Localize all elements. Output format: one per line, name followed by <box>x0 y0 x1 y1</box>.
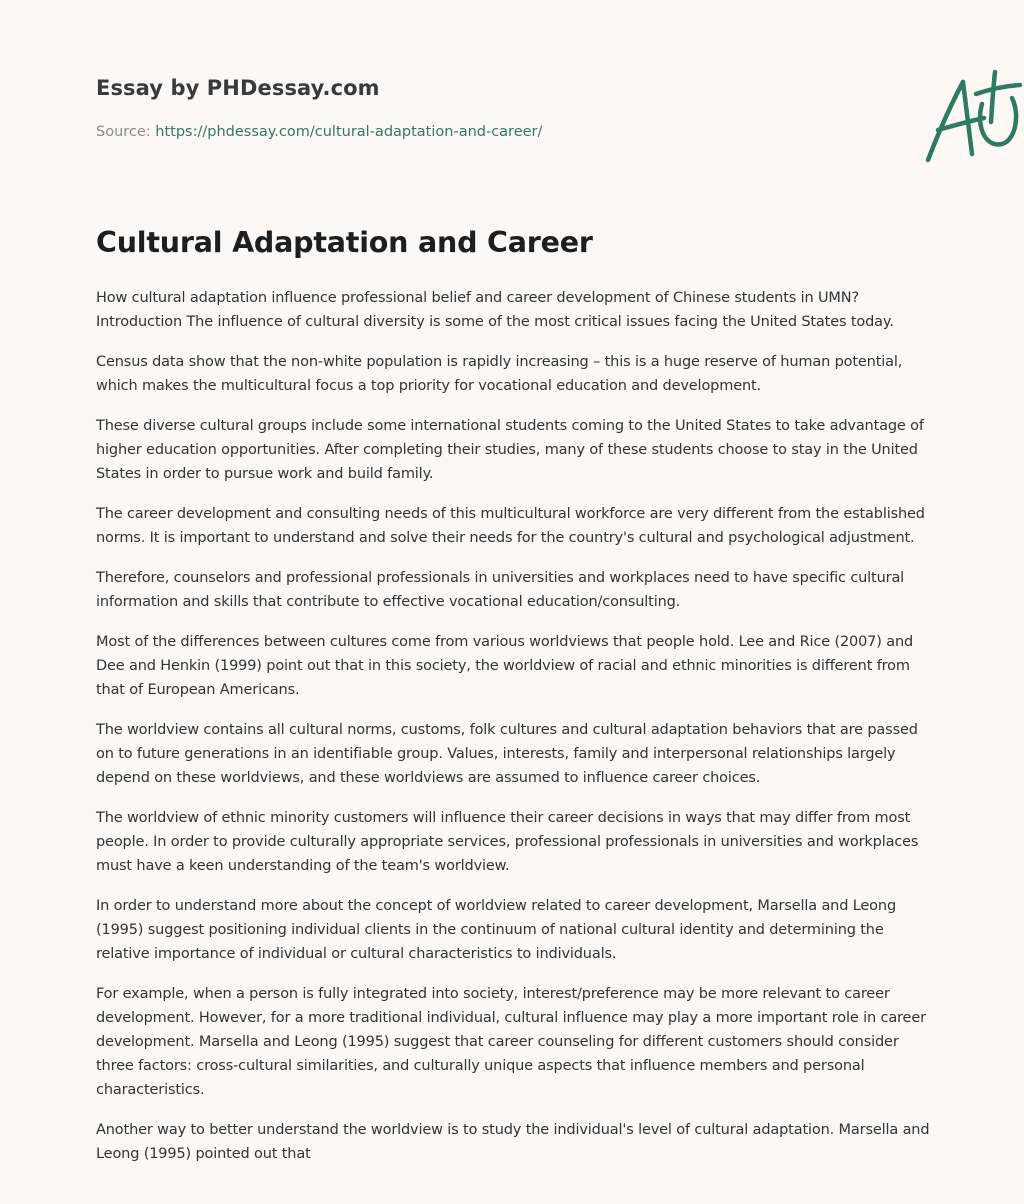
essay-paragraph: Therefore, counselors and professional professionals in universities and workplaces need to have specific cultural information and skills that contribute to effective vocational education/consulting. <box>96 570 905 610</box>
source-label: Source: <box>96 124 156 140</box>
essay-body <box>96 286 936 1182</box>
source-link[interactable]: https://phdessay.com/cultural-adaptation-and-career/ <box>155 124 543 140</box>
site-title: Essay by PHDessay.com <box>96 76 380 100</box>
essay-paragraph: Another way to better understand the worldview is to study the individual's level of cultural adaptation. Marsella and Leong (1995) pointed out that <box>96 1122 930 1162</box>
essay-title: Cultural Adaptation and Career <box>96 226 593 259</box>
essay-paragraph: In order to understand more about the concept of worldview related to career development, Marsella and Leong (1995) suggest positioning individual clients in the continuum of national cultural identity and determining the relative importance of individual or cultural characteristics to individuals. <box>96 898 896 962</box>
essay-paragraph: These diverse cultural groups include some international students coming to the United States to take advantage of higher education opportunities. After completing their studies, many of these students choose to stay in the United States in order to pursue work and build family. <box>96 418 924 482</box>
essay-paragraph: For example, when a person is fully integrated into society, interest/preference may be more relevant to career development. However, for a more traditional individual, cultural influence may play a more important role in career development. Marsella and Leong (1995) suggest that career counseling for different customers should consider three factors: cross-cultural similarities, and culturally unique aspects that influence members and personal characteristics. <box>96 986 926 1098</box>
a-plus-logo-icon <box>916 66 1024 166</box>
essay-paragraph: The career development and consulting needs of this multicultural workforce are very different from the established norms. It is important to understand and solve their needs for the country's cultural and psychological adjustment. <box>96 506 925 546</box>
essay-paragraph: The worldview contains all cultural norms, customs, folk cultures and cultural adaptation behaviors that are passed on to future generations in an identifiable group. Values, interests, family and interpersonal relationships largely depend on these worldviews, and these worldviews are assumed to influence career choices. <box>96 722 918 786</box>
source-line <box>96 124 542 140</box>
essay-paragraph: How cultural adaptation influence professional belief and career development of Chinese students in UMN? Introduction The influence of cultural diversity is some of the most critical issues facing the United States today. <box>96 290 894 330</box>
essay-paragraph: Census data show that the non-white population is rapidly increasing – this is a huge reserve of human potential, which makes the multicultural focus a top priority for vocational education and development. <box>96 354 903 394</box>
essay-paragraph: Most of the differences between cultures come from various worldviews that people hold. Lee and Rice (2007) and Dee and Henkin (1999) point out that in this society, the worldview of racial and ethnic minorities is different from that of European Americans. <box>96 634 914 698</box>
essay-paragraph: The worldview of ethnic minority customers will influence their career decisions in ways that may differ from most people. In order to provide culturally appropriate services, professional professionals in universities and workplaces must have a keen understanding of the team's worldview. <box>96 810 919 874</box>
